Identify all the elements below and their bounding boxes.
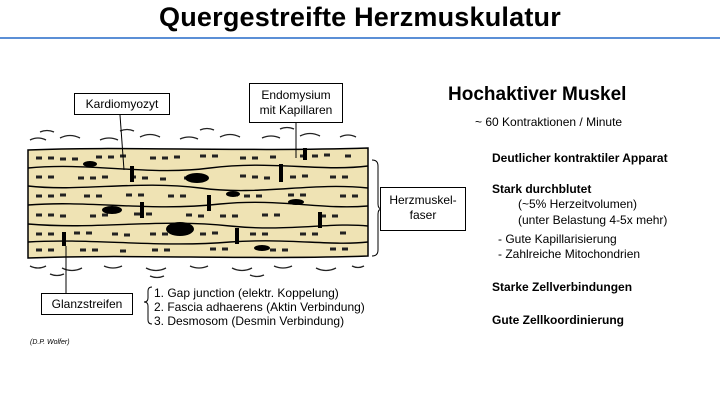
point-zellverbindungen: Starke Zellverbindungen <box>492 280 633 294</box>
list-item: 2. Fascia adhaerens (Aktin Verbindung) <box>154 300 365 314</box>
herzmuskelfaser-text-line2: faser <box>409 208 437 222</box>
point-durchblutet-detail: - Zahlreiche Mitochondrien <box>498 247 641 261</box>
glanzstreifen-text: Glanzstreifen <box>51 297 123 311</box>
kardiomyozyt-text: Kardiomyozyt <box>85 97 159 111</box>
point-durchblutet-detail: (~5% Herzeitvolumen) <box>518 197 638 211</box>
right-panel-heading: Hochaktiver Muskel <box>448 84 627 105</box>
muscle-fiber-band <box>28 148 368 258</box>
point-durchblutet-detail: - Gute Kapillarisierung <box>498 232 617 246</box>
list-item: 1. Gap junction (elektr. Koppelung) <box>154 286 339 300</box>
list-item: 3. Desmosom (Desmin Verbindung) <box>154 314 345 328</box>
point-durchblutet-detail: (unter Belastung 4-5x mehr) <box>518 213 668 227</box>
page-title: Quergestreifte Herzmuskulatur <box>159 2 561 32</box>
endomysium-text-line2: mit Kapillaren <box>259 103 333 117</box>
herzmuskelfaser-label <box>380 187 466 231</box>
kardiomyozyt-label <box>74 93 170 115</box>
image-credit: (D.P. Wolfer) <box>30 339 70 346</box>
endomysium-label <box>249 83 343 123</box>
glanzstreifen-label <box>41 293 133 315</box>
right-panel-subheading: ~ 60 Kontraktionen / Minute <box>475 115 623 129</box>
point-zellkoordinierung: Gute Zellkoordinierung <box>492 313 625 327</box>
point-durchblutet: Stark durchblutet <box>492 182 592 196</box>
endomysium-text-line1: Endomysium <box>261 88 331 102</box>
glanzstreifen-components-list <box>154 286 365 328</box>
herzmuskelfaser-text-line1: Herzmuskel- <box>389 193 457 207</box>
list-bracket <box>144 287 152 324</box>
point-kontraktiler-apparat: Deutlicher kontraktiler Apparat <box>492 151 668 165</box>
